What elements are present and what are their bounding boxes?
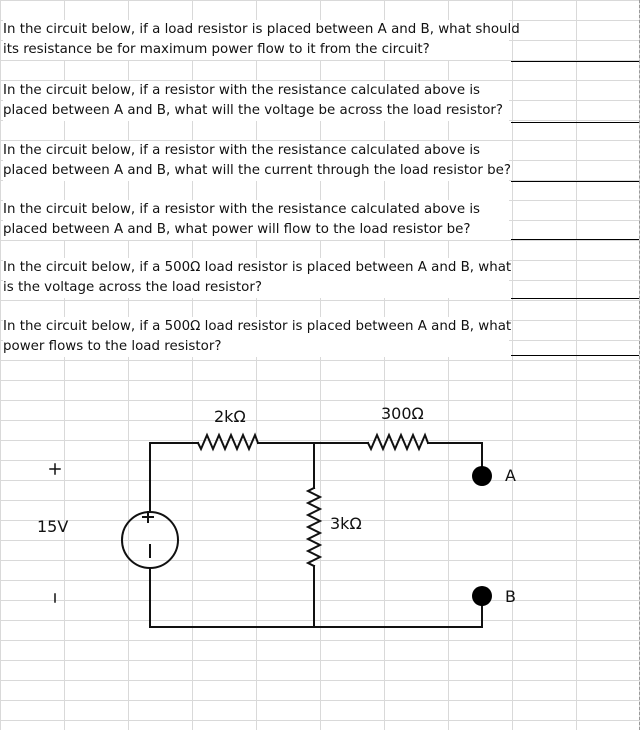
resistor-3k <box>308 488 320 566</box>
resistor-2k <box>198 435 258 449</box>
terminal-a-node <box>472 466 492 486</box>
question-line: power flows to the load resistor? <box>3 339 222 354</box>
bottom-wire <box>150 597 482 627</box>
question-line: In the circuit below, if a 500Ω load resistor is placed between A and B, what <box>3 260 512 275</box>
voltage-source <box>122 512 178 568</box>
question-line: In the circuit below, if a 500Ω load resistor is placed between A and B, what <box>3 319 512 334</box>
terminal-b-label: B <box>505 587 516 606</box>
question-line: placed between A and B, what power will flow to the load resistor be? <box>3 222 471 237</box>
resistor-300-label: 300Ω <box>381 404 424 423</box>
terminal-b-node <box>472 586 492 606</box>
question-line: placed between A and B, what will the voltage be across the load resistor? <box>3 103 504 118</box>
top-wire-left <box>150 443 198 445</box>
resistor-300 <box>368 435 428 449</box>
question-line: its resistance be for maximum power flow to it from the circuit? <box>3 42 430 57</box>
question-line: In the circuit below, if a load resistor is placed between A and B, what should <box>3 22 520 37</box>
question-line: In the circuit below, if a resistor with the resistance calculated above is <box>3 83 481 98</box>
question-line: In the circuit below, if a resistor with the resistance calculated above is <box>3 143 481 158</box>
source-voltage-label: 15V <box>37 517 69 536</box>
question-line: is the voltage across the load resistor? <box>3 280 262 295</box>
terminal-a-label: A <box>505 466 516 485</box>
question-line: placed between A and B, what will the current through the load resistor be? <box>3 163 511 178</box>
resistor-2k-label: 2kΩ <box>214 407 246 426</box>
resistor-3k-label: 3kΩ <box>330 514 362 533</box>
outer-plus-sign <box>50 464 60 474</box>
question-line: In the circuit below, if a resistor with the resistance calculated above is <box>3 202 481 217</box>
